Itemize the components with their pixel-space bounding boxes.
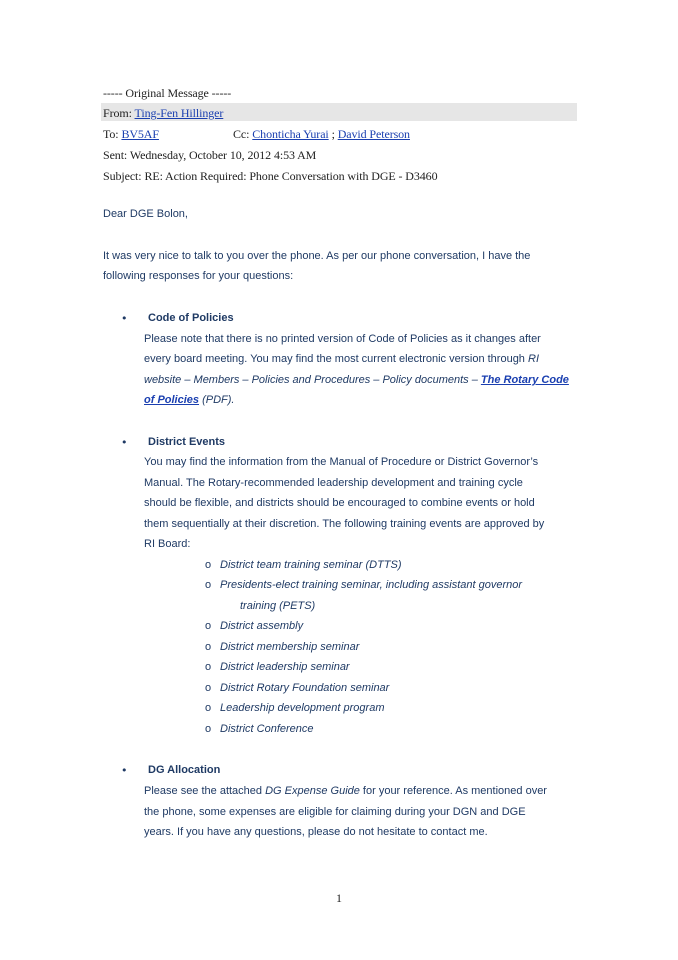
sent-value: Wednesday, October 10, 2012 4:53 AM [129, 148, 317, 162]
list-item: o Leadership development program [205, 702, 385, 714]
policies-line-4-tail: (PDF). [199, 394, 235, 406]
policies-line-1: Please note that there is no printed version of Code of Policies as it changes after [144, 333, 541, 345]
policies-line-4 [144, 394, 234, 406]
circle-bullet-icon: o [205, 702, 212, 714]
events-title: District Events [148, 436, 226, 448]
greeting: Dear DGE Bolon, [103, 208, 188, 220]
list-item: o District membership seminar [205, 641, 360, 653]
list-item: o District Rotary Foundation seminar [205, 682, 390, 694]
sent-row [103, 148, 316, 163]
policies-line-3-text: website – Members – Policies and Procedures – Policy documents – [144, 374, 481, 386]
circle-bullet-icon: o [205, 559, 212, 571]
events-line-3: should be flexible, and districts should be encouraged to combine events or hold [144, 497, 535, 509]
allocation-line-3: years. If you have any questions, please do not hesitate to contact me. [144, 826, 488, 838]
sent-label: Sent: [103, 148, 128, 162]
events-line-2: Manual. The Rotary-recommended leadership development and training cycle [144, 477, 523, 489]
allocation-line-2: the phone, some expenses are eligible for claiming during your DGN and DGE [144, 806, 526, 818]
to-row [103, 127, 159, 142]
circle-bullet-icon: o [205, 682, 212, 694]
policies-line-2-text: every board meeting. You may find the most current electronic version through [144, 353, 528, 365]
from-label: From: [103, 106, 132, 120]
events-line-1: You may find the information from the Manual of Procedure or District Governor’s [144, 456, 539, 468]
cc-link-1[interactable]: Chonticha Yurai [252, 127, 329, 141]
allocation-line-1: Please see the attached DG Expense Guide for your reference. As mentioned over [144, 785, 547, 797]
dg-expense-guide-ref: DG Expense Guide [265, 785, 360, 797]
policies-line-2-italic: RI [528, 353, 539, 365]
rotary-code-link-cont[interactable]: of Policies [144, 394, 200, 406]
bullet-icon: • [121, 436, 128, 449]
to-link[interactable]: BV5AF [121, 127, 159, 141]
policies-line-2 [144, 353, 539, 365]
cc-label: Cc: [233, 127, 250, 141]
events-line-4: them sequentially at their discretion. The following training events are approved by [144, 518, 545, 530]
list-item: o District Conference [205, 723, 314, 735]
events-line-5: RI Board: [144, 538, 191, 550]
circle-bullet-icon: o [205, 579, 212, 591]
circle-bullet-icon: o [205, 661, 212, 673]
list-item: o District assembly [205, 620, 304, 632]
intro-line-1: It was very nice to talk to you over the phone. As per our phone conversation, I have the [103, 250, 531, 262]
list-item: o District team training seminar (DTTS) [205, 559, 402, 571]
intro-line-2: following responses for your questions: [103, 270, 294, 282]
list-item: o Presidents-elect training seminar, including assistant governor [205, 579, 523, 591]
subject-label: Subject: [103, 169, 142, 183]
policies-title: Code of Policies [148, 312, 234, 324]
circle-bullet-icon: o [205, 620, 212, 632]
subject-value: RE: Action Required: Phone Conversation with DGE - D3460 [144, 169, 438, 183]
from-link[interactable]: Ting-Fen Hillinger [134, 106, 224, 120]
cc-link-2[interactable]: David Peterson [337, 127, 410, 141]
rotary-code-link[interactable]: The Rotary Code [480, 374, 569, 386]
to-label: To: [103, 127, 119, 141]
cc-separator: ; [331, 127, 335, 141]
from-row [103, 106, 223, 121]
list-item: o District leadership seminar [205, 661, 350, 673]
page-number: 1 [336, 891, 342, 905]
circle-bullet-icon: o [205, 641, 212, 653]
allocation-title: DG Allocation [148, 764, 221, 776]
bullet-icon: • [121, 764, 128, 777]
bullet-icon: • [121, 312, 128, 325]
cc-row [233, 127, 410, 142]
original-message-divider: ----- Original Message ----- [103, 86, 232, 100]
list-item-continuation: training (PETS) [240, 600, 316, 612]
circle-bullet-icon: o [205, 723, 212, 735]
policies-line-3 [144, 374, 569, 386]
subject-row [103, 169, 437, 184]
